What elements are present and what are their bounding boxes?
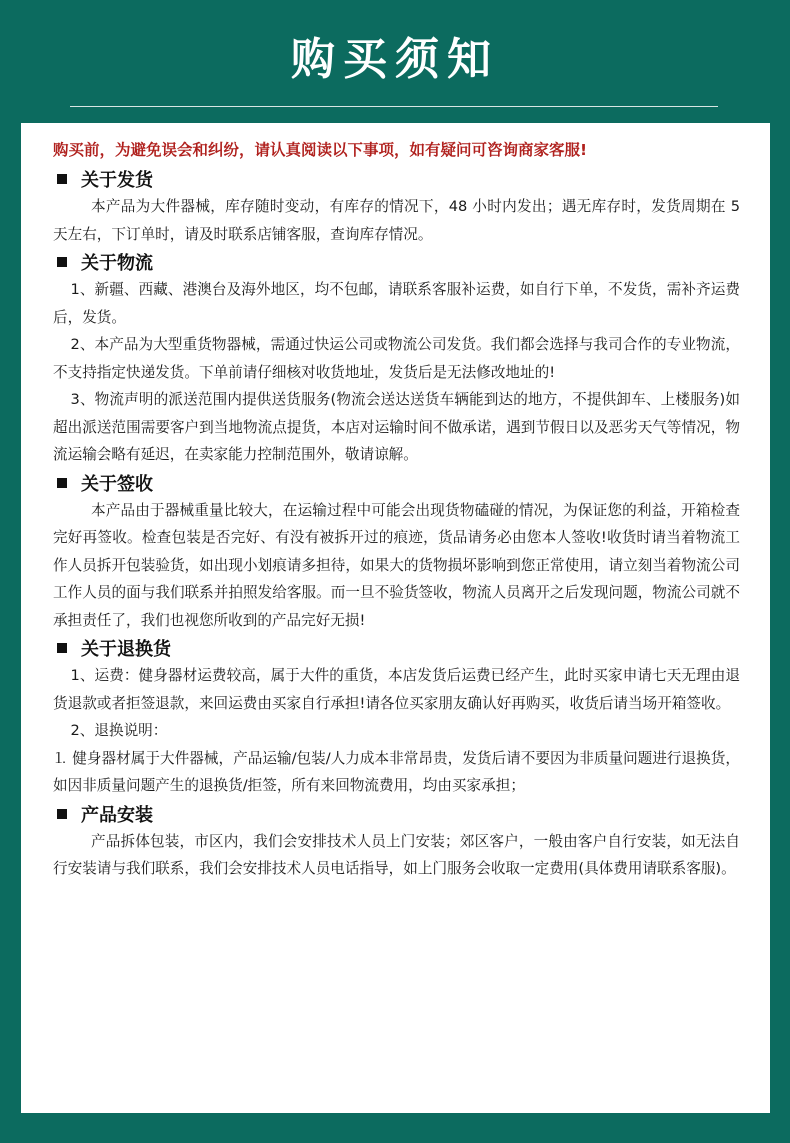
section-heading: [53, 469, 740, 497]
title-divider: [70, 106, 718, 107]
paragraph: 本产品由于器械重量比较大，在运输过程中可能会出现货物磕碰的情况，为保证您的利益，开箱检查完好再签收。检查包装是否完好、有没有被拆开过的痕迹，货品请务必由您本人签收!收货时请当着物流工作人员拆开包装验货，如出现小划痕请多担待，如果大的货物损坏影响到您正常使用，请立刻当着物流公司工作人员的面与我们联系并拍照发给客服。而一旦不验货签收，物流人员离开之后发现问题，物流公司就不承担责任了，我们也视您所收到的产品完好无损!: [53, 501, 740, 629]
square-bullet-icon: [57, 257, 67, 267]
section-heading: [53, 248, 740, 276]
section-heading-label: 关于签收: [81, 473, 153, 495]
section-signing: [53, 469, 740, 635]
section-heading-label: 关于退换货: [81, 639, 171, 660]
section-heading-label: 关于发货: [81, 170, 153, 191]
section-heading: [53, 634, 740, 662]
page-title: 购买须知: [291, 34, 499, 85]
section-heading: [53, 800, 740, 828]
section-returns: [53, 634, 740, 800]
square-bullet-icon: [57, 809, 67, 819]
paragraph: 2、本产品为大型重货物器械，需通过快运公司或物流公司发货。我们都会选择与我司合作的专业物流，不支持指定快递发货。下单前请仔细核对收货地址，发货后是无法修改地址的!: [53, 336, 740, 381]
paragraph: 本产品为大件器械，库存随时变动，有库存的情况下，48 小时内发出；遇无库存时，发货周期在 5 天左右，下订单时，请及时联系店铺客服，查询库存情况。: [53, 198, 740, 243]
square-bullet-icon: [57, 174, 67, 184]
section-logistics: [53, 248, 740, 469]
section-installation: [53, 800, 740, 883]
paragraph: 2、退换说明：: [70, 722, 168, 739]
paragraph: 产品拆体包装，市区内，我们会安排技术人员上门安装；郊区客户，一般由客户自行安装，如无法自行安装请与我们联系，我们会安排技术人员电话指导，如上门服务会收取一定费用(具体费用请联系客服)。: [53, 832, 740, 877]
section-heading-label: 关于物流: [81, 253, 153, 274]
warning-notice: 购买前，为避免误会和纠纷，请认真阅读以下事项，如有疑问可咨询商家客服!: [53, 141, 588, 159]
notice-panel: [21, 123, 770, 1113]
square-bullet-icon: [57, 478, 67, 488]
section-shipping: [53, 165, 740, 248]
paragraph: 1、运费：健身器材运费较高，属于大件的重货，本店发货后运费已经产生，此时买家申请七天无理由退货退款或者拒签退款，来回运费由买家自行承担!请各位买家朋友确认好再购买，收货后请当场开箱签收。: [53, 667, 740, 712]
section-heading: [53, 165, 740, 193]
section-heading-label: 产品安装: [81, 804, 153, 826]
paragraph: 3、物流声明的派送范围内提供送货服务(物流会送达送货车辆能到达的地方，不提供卸车、上楼服务)如超出派送范围需要客户到当地物流点提货，本店对运输时间不做承诺，遇到节假日以及恶劣天气等情况，物流运输会略有延迟，在卖家能力控制范围外，敬请谅解。: [53, 391, 740, 463]
header: [0, 0, 790, 110]
paragraph: 1、新疆、西藏、港澳台及海外地区，均不包邮，请联系客服补运费，如自行下单，不发货，需补齐运费后，发货。: [53, 281, 740, 326]
paragraph: ⒈ 健身器材属于大件器械，产品运输/包装/人力成本非常昂贵，发货后请不要因为非质量问题进行退换货，如因非质量问题产生的退换货/拒签，所有来回物流费用，均由买家承担；: [53, 749, 740, 794]
square-bullet-icon: [57, 643, 67, 653]
